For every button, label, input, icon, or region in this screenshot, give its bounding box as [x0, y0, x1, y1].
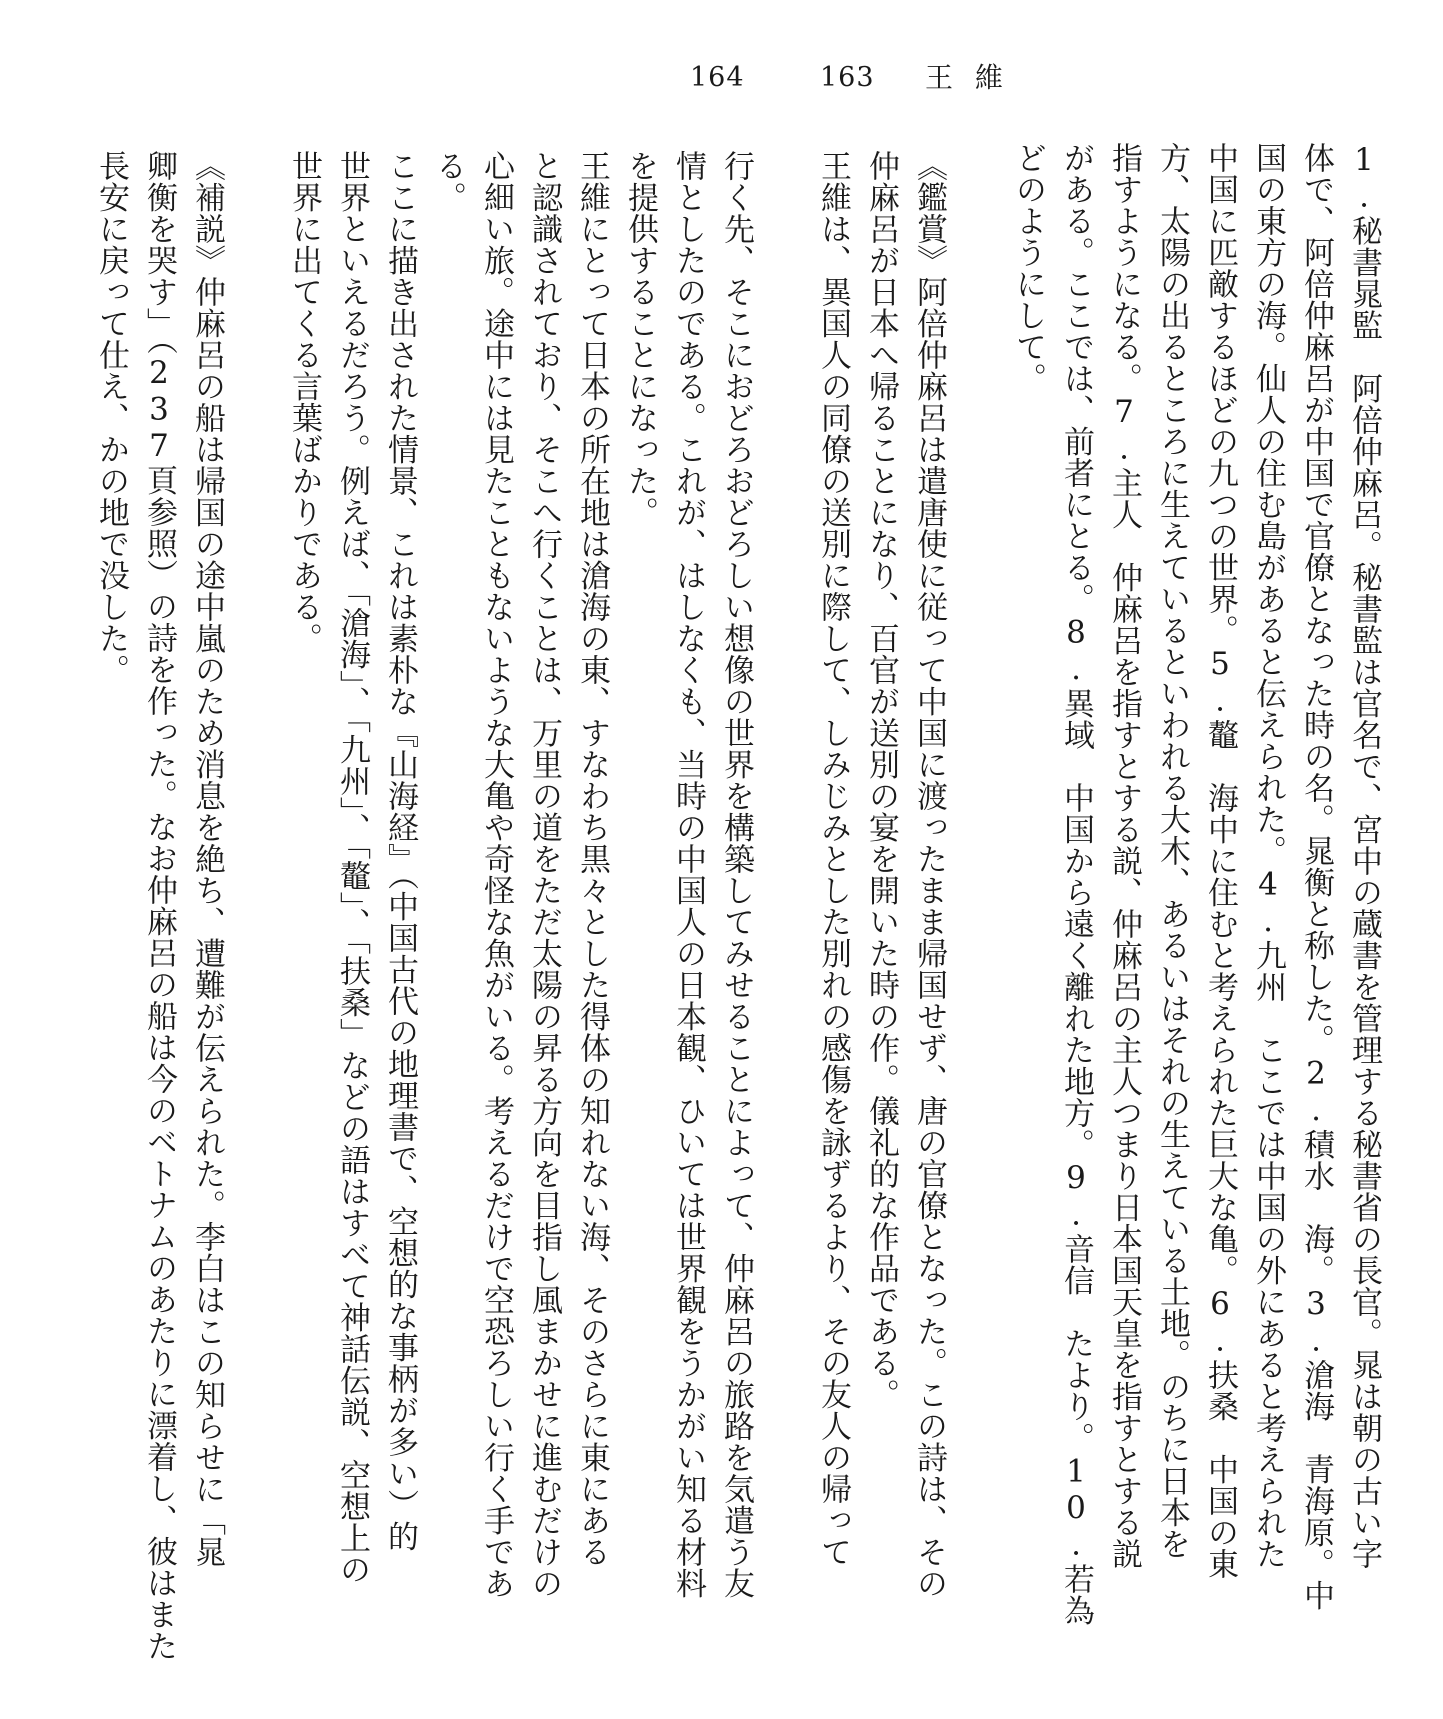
appreciation-line: 情としたのである。これが、はしなくも、当時の中国人の日本観、ひいては世界観をうかがい知る材料 [670, 150, 706, 1599]
page-number-left: 164 [690, 62, 745, 93]
appreciation-line: 心細い旅。途中には見たこともないような大亀や奇怪な魚がいる。考えるだけで空恐ろしい行く手であ [478, 150, 514, 1599]
appreciation-line: 王維にとって日本の所在地は滄海の東、すなわち黒々とした得体の知れない海、そのさらに東にある [574, 150, 610, 1568]
appreciation-line: 世界といえるだろう。例えば、「滄海」、「九州」、「鼇」、「扶桑」などの語はすべて神話伝説、空想上の [334, 150, 370, 1585]
appreciation-line: ここに描き出された情景、これは素朴な『山海経』（中国古代の地理書で、空想的な事柄が多い）的 [382, 150, 418, 1552]
appreciation-line: る。 [430, 150, 466, 213]
notes-line: 国の東方の海。仙人の住む島があると伝えられた。4.九州 ここでは中国の外にあると考えられた [1250, 142, 1286, 1570]
appreciation-line: 王維は、異国人の同僚の送別に際して、しみじみとした別れの感傷を詠ずるより、その友人の帰って [815, 150, 851, 1568]
appreciation-line: 仲麻呂が日本へ帰ることになり、百官が送別の宴を開いた時の作。儀礼的な作品である。 [863, 150, 899, 1410]
supplement-line: 長安に戻って仕え、かの地で没した。 [93, 150, 129, 686]
notes-line: 中国に匹敵するほどの九つの世界。5.鼇 海中に住むと考えられた巨大な亀。6.扶桑 中国の東 [1202, 142, 1238, 1580]
notes-line: 体で、阿倍仲麻呂が中国で官僚となった時の名。晁衡と称した。2.積水 海。3.滄海 青海原。中 [1298, 142, 1334, 1611]
supplement-line: 卿衡を哭す」（237頁参照）の詩を作った。なお仲麻呂の船は今のベトナムのあたりに漂着し、彼はまた [141, 150, 177, 1662]
notes-line: 方、太陽の出るところに生えているといわれる大木、あるいはそれの生えている土地。のちに日本を [1154, 142, 1190, 1560]
page-number-right: 163 [820, 62, 875, 93]
notes-line: 指すようになる。7.主人 仲麻呂を指すとする説、仲麻呂の主人つまり日本国天皇を指すとする説 [1106, 142, 1142, 1570]
notes-line: がある。ここでは、前者にとる。8.異域 中国から遠く離れた地方。9.音信 たより。10.若為 [1058, 142, 1094, 1626]
notes-line: どのようにして。 [1010, 142, 1046, 394]
appreciation-line: を提供することになった。 [622, 150, 658, 528]
appreciation-line: と認識されており、そこへ行くことは、万里の道をただ太陽の昇る方向を目指し風まかせに進むだけの [526, 150, 562, 1599]
running-header-author: 王維 [925, 61, 1026, 94]
notes-line: 1.秘書晁監 阿倍仲麻呂。秘書監は官名で、宮中の蔵書を管理する秘書省の長官。晁は朝の古い字 [1346, 142, 1382, 1570]
appreciation-line: 行く先、そこにおどろおどろしい想像の世界を構築してみせることによって、仲麻呂の旅路を気遣う友 [718, 150, 754, 1599]
appreciation-line: 《鑑賞》阿倍仲麻呂は遣唐使に従って中国に渡ったまま帰国せず、唐の官僚となった。この詩は、その [911, 150, 947, 1599]
supplement-line: 《補説》仲麻呂の船は帰国の途中嵐のため消息を絶ち、遭難が伝えられた。李白はこの知らせに「晁 [189, 150, 225, 1568]
appreciation-line: 世界に出てくる言葉ばかりである。 [286, 150, 322, 654]
